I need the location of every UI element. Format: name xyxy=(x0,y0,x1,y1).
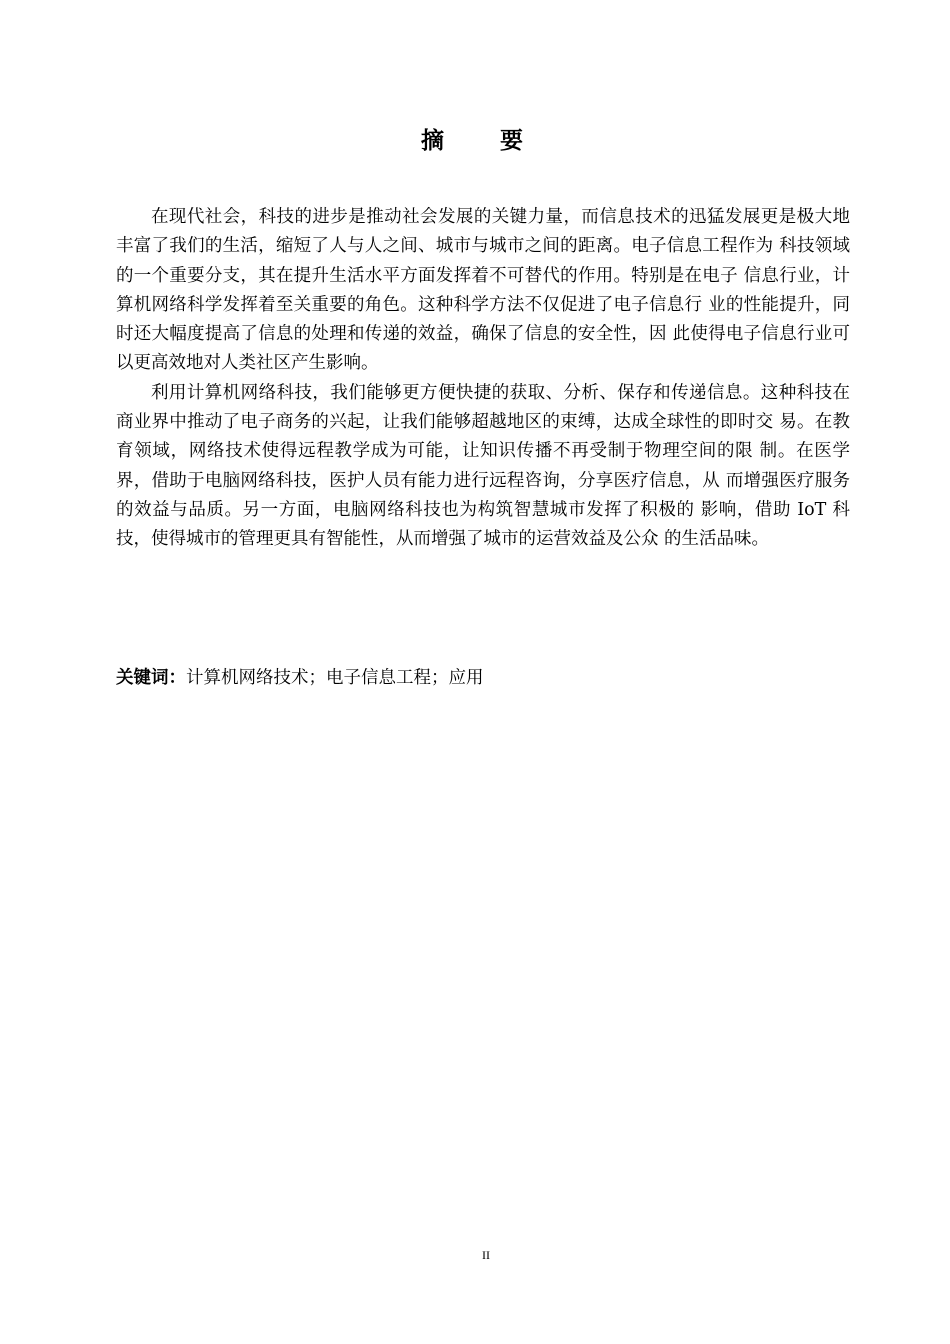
keywords-text: 计算机网络技术；电子信息工程；应用 xyxy=(186,668,484,688)
abstract-paragraph-2: 利用计算机网络科技，我们能够更方便快捷的获取、分析、保存和传递信息。这种科技在商业界中推动了电子商务的兴起，让我们能够超越地区的束缚，达成全球性的即时交 易。在教育领域，网络技术使得远程教学成为可能，让知识传播不再受制于物理空间的限 制。在医学界，借助于电脑网络科技，医护人员有能力进行远程咨询，分享医疗信息，从 而增强医疗服务的效益与品质。另一方面，电脑网络科技也为构筑智慧城市发挥了积极的 影响，借助 IoT 科技，使得城市的管理更具有智能性，从而增强了城市的运营效益及公众 的生活品味。 xyxy=(116,382,850,550)
keywords-line xyxy=(116,664,850,693)
page-number: II xyxy=(482,1248,490,1262)
abstract-body xyxy=(116,203,850,555)
abstract-paragraph-1: 在现代社会，科技的进步是推动社会发展的关键力量，而信息技术的迅猛发展更是极大地丰富了我们的生活，缩短了人与人之间、城市与城市之间的距离。电子信息工程作为 科技领域的一个重要分支，其在提升生活水平方面发挥着不可替代的作用。特别是在电子 信息行业，计算机网络科学发挥着至关重要的角色。这种科学方法不仅促进了电子信息行 业的性能提升，同时还大幅度提高了信息的处理和传递的效益，确保了信息的安全性，因 此使得电子信息行业可以更高效地对人类社区产生影响。 xyxy=(116,207,850,374)
abstract-title: 摘 要 xyxy=(420,128,547,154)
keywords-label: 关键词： xyxy=(116,668,186,688)
